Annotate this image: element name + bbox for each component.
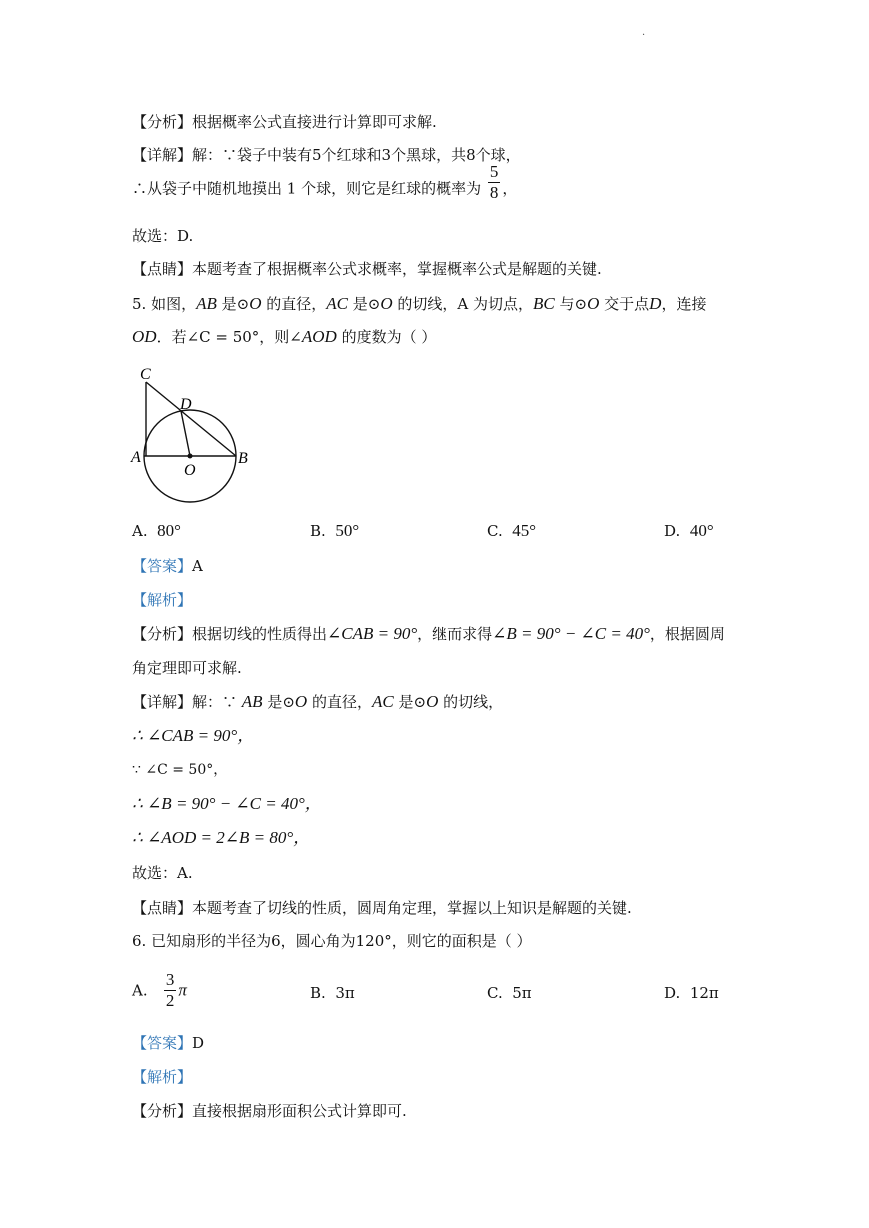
q5-analysis-2: 角定理即可求解. — [132, 659, 242, 677]
q4-choice: 故选：D. — [132, 227, 194, 245]
detail-tag: 【详解】 — [132, 146, 193, 164]
q6-analysis: 【分析】直接根据扇形面积公式计算即可. — [132, 1102, 407, 1120]
q5-explain-tag: 【解析】 — [132, 591, 193, 609]
q5-option-a: A. 80° — [132, 521, 181, 540]
q5-option-c: C. 45° — [487, 521, 537, 540]
header-mark: · — [642, 30, 646, 41]
q5-choice: 故选：A. — [132, 864, 193, 882]
option-a-fraction: $\frac{3}{2}$ — [165, 970, 175, 1010]
q5-detail-1: 【详解】解：∵ AB 是⊙O 的直径，AC 是⊙O 的切线， — [132, 692, 504, 711]
geometry-figure — [128, 362, 268, 512]
center-point — [188, 454, 193, 459]
q5-option-d: D. 40° — [664, 521, 714, 540]
q5-analysis-1: 【分析】根据切线的性质得出∠CAB = 90°，继而求得∠B = 90° − ∠C = 40°，根据圆周 — [132, 624, 725, 643]
label-o: O — [184, 462, 196, 479]
q5-step-2: ∵ ∠C = 50°， — [132, 762, 228, 778]
q6-option-c: C. 5π — [487, 984, 532, 1002]
q5-stem-line-1: 5. 如图，AB 是⊙O 的直径，AC 是⊙O 的切线，A 为切点，BC 与⊙O 交于点D，连接 — [132, 294, 707, 313]
q5-option-b: B. 50° — [310, 521, 360, 540]
q4-comment: 【点睛】本题考查了根据概率公式求概率，掌握概率公式是解题的关键. — [132, 260, 602, 278]
label-a: A — [131, 449, 141, 466]
q5-step-1: ∴ ∠CAB = 90°， — [132, 726, 255, 745]
q6-option-b: B. 3π — [310, 984, 355, 1002]
q6-option-a: A. $\frac{3}{2}$ π — [132, 970, 187, 1010]
probability-fraction: $\frac{5}{8}$ — [489, 162, 499, 202]
label-b: B — [238, 450, 248, 467]
q5-step-4: ∴ ∠AOD = 2∠B = 80°， — [132, 828, 311, 847]
q4-analysis: 【分析】根据概率公式直接进行计算即可求解. — [132, 113, 437, 131]
q6-answer: 【答案】D — [132, 1034, 205, 1052]
analysis-tag: 【分析】 — [132, 113, 193, 131]
q5-step-3: ∴ ∠B = 90° − ∠C = 40°， — [132, 794, 322, 813]
q6-option-d: D. 12π — [664, 984, 719, 1002]
q5-stem-line-2: OD．若∠C = 50°，则∠AOD 的度数为（ ） — [132, 327, 437, 346]
q4-detail-1: 【详解】解：∵袋子中装有5个红球和3个黑球，共8个球， — [132, 146, 521, 164]
q5-comment: 【点睛】本题考查了切线的性质，圆周角定理，掌握以上知识是解题的关键. — [132, 899, 632, 917]
q6-explain-tag: 【解析】 — [132, 1068, 193, 1086]
q6-stem: 6. 已知扇形的半径为6，圆心角为120°，则它的面积是（ ） — [132, 932, 532, 950]
q5-answer: 【答案】A — [132, 557, 203, 575]
label-d: D — [180, 396, 192, 413]
label-c: C — [140, 366, 151, 383]
q4-detail-2: ∴从袋子中随机地摸出 1 个球，则它是红球的概率为 $\frac{5}{8}$ ， — [132, 162, 518, 202]
segment-cb — [146, 382, 236, 456]
